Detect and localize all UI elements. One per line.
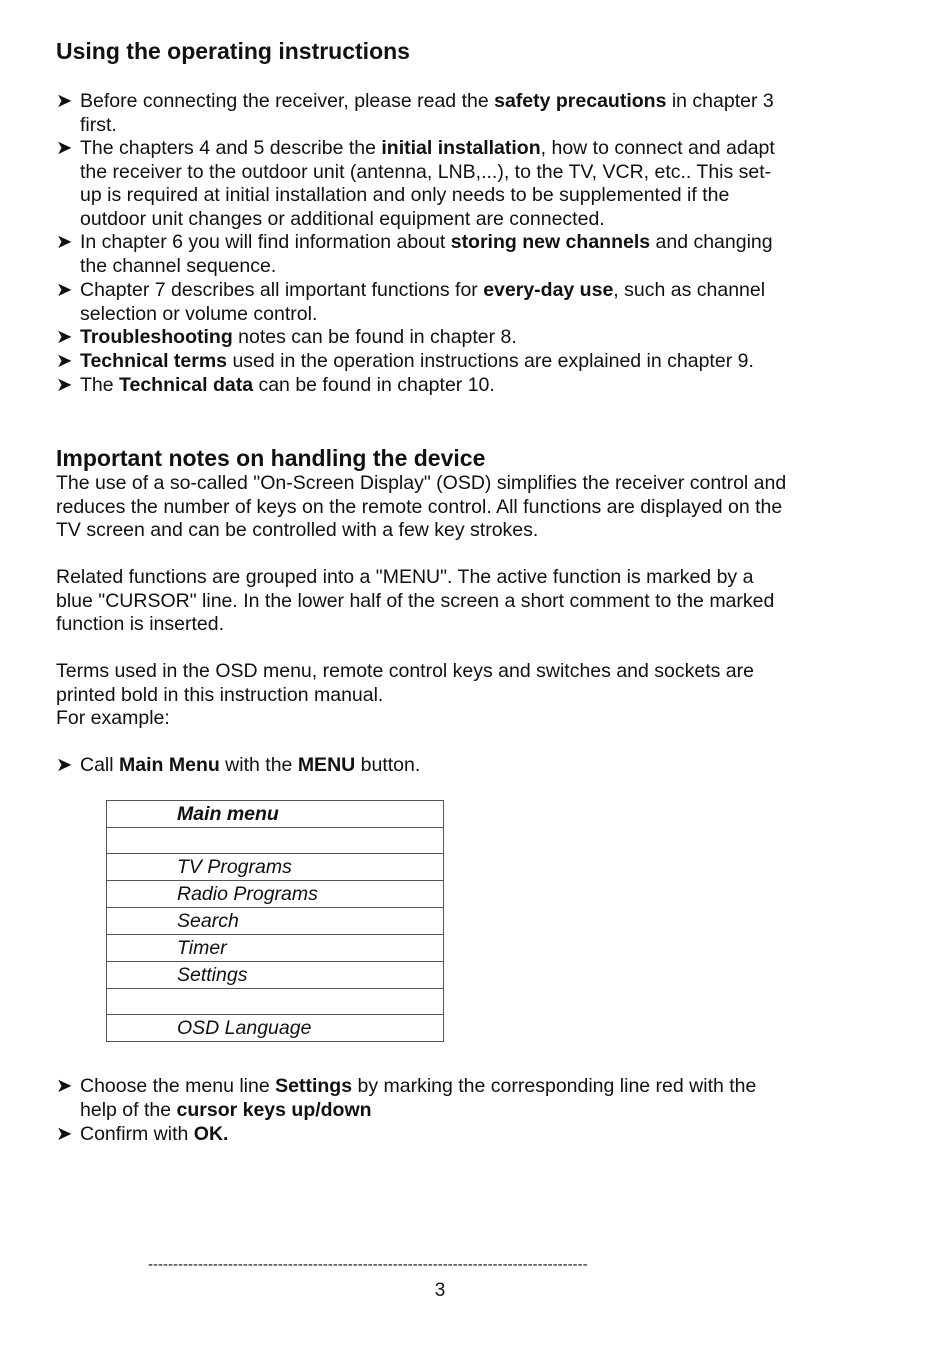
main-menu-table [106,800,444,1042]
arrow-bullet-icon: ➤ [56,90,73,112]
paragraph-line: reduces the number of keys on the remote control. All functions are displayed on the [56,496,783,518]
arrow-bullet-icon: ➤ [56,137,73,159]
paragraph-line: Terms used in the OSD menu, remote control keys and switches and sockets are [56,660,754,682]
menu-row-timer: Timer [107,935,444,962]
arrow-bullet-icon: ➤ [56,1123,73,1145]
arrow-bullet-icon: ➤ [56,231,73,253]
menu-row-settings: Settings [107,962,444,989]
arrow-bullet-icon: ➤ [56,374,73,396]
section-title-operating-instructions: Using the operating instructions [56,38,410,64]
menu-row-tv-programs: TV Programs [107,854,444,881]
paragraph-line: blue "CURSOR" line. In the lower half of the screen a short comment to the marked [56,590,775,612]
menu-row-osd-language: OSD Language [107,1015,444,1042]
menu-row-search: Search [107,908,444,935]
arrow-bullet-icon: ➤ [56,350,73,372]
page-number: 3 [434,1280,446,1301]
footer-separator: ---------------------------------------------------------------------------------------- [148,1256,588,1273]
arrow-bullet-icon: ➤ [56,754,73,776]
document-page: Using the operating instructions ➤ Before connecting the receiver, please read the safety precautions in chapter 3 first. ➤ The chapters 4 and 5 describe the initial installation, how to connect and adapt the receiver to the outdoor unit (antenna, LNB,...), to the TV, VCR, etc.. This set- up is required at initial installation and only needs to be supplemented if the outdoor unit changes or additional equipment are connected. ➤ In chapter 6 you will find information about storing new channels and changing the channel sequence. ➤ Chapter 7 describes all important functions for every-day use, such as channel selection or volume control. ➤ Troubleshooting notes can be found in chapter 8. ➤ Technical terms used in the operation instructions are explained in chapter 9. ➤ The Technical data can be found in chapter 10. Important notes on handling the device The use of a so-called "On-Screen Display" (OSD) simplifies the receiver control and reduces the number of keys on the remote control. All functions are displayed on the TV screen and can be controlled with a few key strokes. Related functions are grouped into a "MENU". The active function is marked by a blue "CURSOR" line. In the lower half of the screen a short comment to the marked function is inserted. Terms used in the OSD menu, remote control keys and switches and sockets are printed bold in this instruction manual. For example: ➤ Call Main Menu with the MENU button. Main menu TV Programs Radio Programs Search Timer Settings OSD Language ➤ Choose the menu line Settings by marking the corresponding line red with the help of the cursor keys up/down ➤ Confirm with OK. ---------------------------------------------------------------------------------------- 3 [0,0,950,1369]
arrow-bullet-icon: ➤ [56,279,73,301]
main-menu-title: Main menu [107,801,444,828]
arrow-bullet-icon: ➤ [56,1075,73,1097]
arrow-bullet-icon: ➤ [56,326,73,348]
paragraph-line: TV screen and can be controlled with a few key strokes. [56,519,539,541]
paragraph-line: function is inserted. [56,613,225,635]
paragraph-line: Related functions are grouped into a "MENU". The active function is marked by a [56,566,754,588]
section-title-handling: Important notes on handling the device [56,445,486,471]
menu-row-radio-programs: Radio Programs [107,881,444,908]
paragraph-line: printed bold in this instruction manual. [56,684,384,706]
paragraph-line: The use of a so-called "On-Screen Display" (OSD) simplifies the receiver control and [56,472,787,494]
menu-row-empty [107,989,444,1015]
paragraph-line: For example: [56,707,170,729]
menu-row-empty [107,828,444,854]
